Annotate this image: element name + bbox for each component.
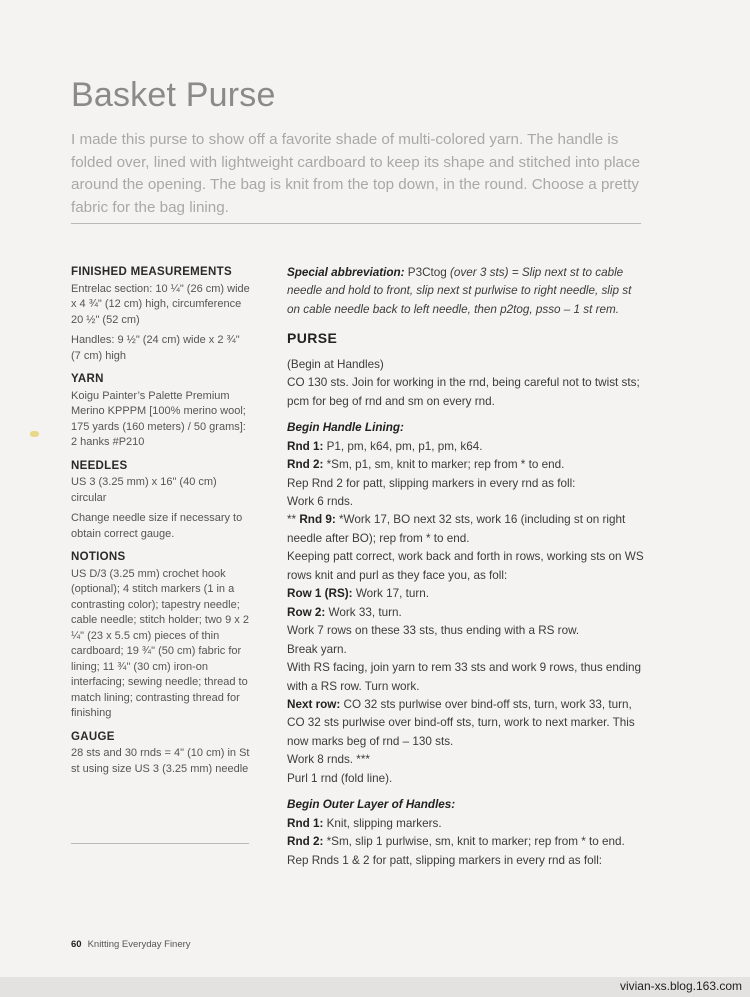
finished-measurements-heading: FINISHED MEASUREMENTS <box>71 266 232 278</box>
handle-lining-heading: Begin Handle Lining: <box>287 421 404 435</box>
needles-section <box>71 459 251 543</box>
lining-rnd-9 <box>287 511 645 548</box>
yarn-text: Koigu Painter’s Palette Premium Merino KPPPM [100% merino wool; 175 yards (160 meters) / 50 grams]: 2 hanks #P210 <box>71 389 246 448</box>
lining-rnd-2-label: Rnd 2: <box>287 458 324 472</box>
cast-on-instruction: CO 130 sts. Join for working in the rnd, being careful not to twist sts; pcm for beg of rnd and sm on every rnd. <box>287 376 640 408</box>
row-2 <box>287 604 645 622</box>
keeping-patt: Keeping patt correct, work back and forth in rows, working sts on WS rows knit and purl as they face you, as foll: <box>287 550 644 582</box>
row-2-text: Work 33, turn. <box>325 605 402 619</box>
needles-size: US 3 (3.25 mm) x 16" (40 cm) circular <box>71 476 217 504</box>
outer-rnd-2-text: *Sm, slip 1 purlwise, sm, knit to marker; rep from * to end. <box>323 835 625 849</box>
notions-section <box>71 550 251 722</box>
break-yarn: Break yarn. <box>287 642 347 656</box>
lining-rnd-9-label: Rnd 9: <box>299 513 336 527</box>
row-1-text: Work 17, turn. <box>352 587 430 601</box>
purse-heading: PURSE <box>287 330 338 347</box>
work-6-rnds: Work 6 rnds. <box>287 494 354 508</box>
outer-rnd-2-label: Rnd 2: <box>287 835 324 849</box>
notions-text: US D/3 (3.25 mm) crochet hook (optional); 4 stitch markers (1 in a contrasting color); tapestry needle; cable needle; stitch holder; two 9 x 2 ¼" (23 x 5.5 cm) pieces of thin cardboard; 19 ¾" (50 cm) fabric for lining; 11 ¾" (30 cm) iron-on interfacing; sewing needle; thread to match lining; contrasting thread for finishing <box>71 567 249 719</box>
rs-facing: With RS facing, join yarn to rem 33 sts and work 9 rows, thus ending with a RS row. Turn work. <box>287 661 642 693</box>
lining-rnd-2 <box>287 456 645 474</box>
page-smudge <box>30 431 39 437</box>
lining-rnd-2-text: *Sm, p1, sm, knit to marker; rep from * to end. <box>323 458 565 472</box>
rep-rnds-1-2: Rep Rnds 1 & 2 for patt, slipping markers in every rnd as foll: <box>287 853 603 867</box>
gauge-section <box>71 730 251 778</box>
yarn-section <box>71 372 251 451</box>
work-7-rows: Work 7 rows on these 33 sts, thus ending with a RS row. <box>287 624 580 638</box>
needles-gauge-note: Change needle size if necessary to obtain correct gauge. <box>71 512 243 540</box>
book-title: Knitting Everyday Finery <box>87 939 191 950</box>
outer-rnd-1-label: Rnd 1: <box>287 816 324 830</box>
right-column <box>287 264 645 870</box>
special-abbreviation-label: Special abbreviation: <box>287 266 405 279</box>
left-bottom-divider <box>71 843 249 844</box>
row-1 <box>287 585 645 603</box>
gauge-text: 28 sts and 30 rnds = 4" (10 cm) in St st using size US 3 (3.25 mm) needle <box>71 747 250 775</box>
left-column <box>71 265 251 785</box>
outer-rnd-1-text: Knit, slipping markers. <box>323 816 442 830</box>
gauge-heading: GAUGE <box>71 730 115 743</box>
finished-measurements-entrelac: Entrelac section: 10 ¼" (26 cm) wide x 4 ¾" (12 cm) high, circumference 20 ½" (52 cm) <box>71 282 250 326</box>
outer-rnd-2 <box>287 833 645 851</box>
next-row-label: Next row: <box>287 697 341 711</box>
watermark: vivian-xs.blog.163.com <box>619 979 742 993</box>
lining-rnd-1-text: P1, pm, k64, pm, p1, pm, k64. <box>323 439 483 453</box>
top-divider <box>71 223 641 224</box>
row-1-label: Row 1 (RS): <box>287 587 353 601</box>
begin-at-handles: (Begin at Handles) <box>287 357 384 371</box>
special-abbreviation-code: P3Ctog <box>404 266 447 279</box>
lining-rnd-1 <box>287 438 645 456</box>
finished-measurements-handles: Handles: 9 ½" (24 cm) wide x 2 ¾" (7 cm) high <box>71 334 240 362</box>
notions-heading: NOTIONS <box>71 551 126 563</box>
next-row-text: CO 32 sts purlwise over bind-off sts, turn, work 33, turn, CO 32 sts purlwise over bind-off sts, turn, work to next marker. This now marks beg of rnd – 130 sts. <box>287 697 635 748</box>
rep-rnd-2: Rep Rnd 2 for patt, slipping markers in every rnd as foll: <box>287 476 576 490</box>
row-2-label: Row 2: <box>287 605 326 619</box>
finished-measurements-section <box>71 265 251 364</box>
lining-rnd-9-prefix: ** <box>287 513 300 527</box>
needles-heading: NEEDLES <box>71 459 128 472</box>
lining-rnd-9-text: *Work 17, BO next 32 sts, work 16 (including st on right needle after BO); rep from * to end. <box>287 513 626 545</box>
special-abbreviation-text: (over 3 sts) = Slip next st to cable needle and hold to front, slip next st purlwise to right needle, slip st on cable needle back to left needle, then p2tog, psso – 1 st rem. <box>287 266 632 316</box>
page-number: 60 <box>71 939 82 950</box>
purl-1-rnd: Purl 1 rnd (fold line). <box>287 771 393 785</box>
yarn-heading: YARN <box>71 373 104 385</box>
intro-paragraph: I made this purse to show off a favorite shade of multi-colored yarn. The handle is folded over, lined with lightweight cardboard to keep its shape and stitched into place around the opening. The bag is knit from the top down, in the round. Choose a pretty fabric for the bag lining. <box>71 131 641 216</box>
page-title: Basket Purse <box>71 76 276 114</box>
special-abbreviation <box>287 264 645 319</box>
outer-rnd-1 <box>287 815 645 833</box>
page-footer <box>71 939 191 950</box>
lining-rnd-1-label: Rnd 1: <box>287 439 324 453</box>
outer-layer-heading: Begin Outer Layer of Handles: <box>287 798 456 812</box>
work-8-rnds: Work 8 rnds. *** <box>287 753 370 767</box>
next-row <box>287 696 645 751</box>
